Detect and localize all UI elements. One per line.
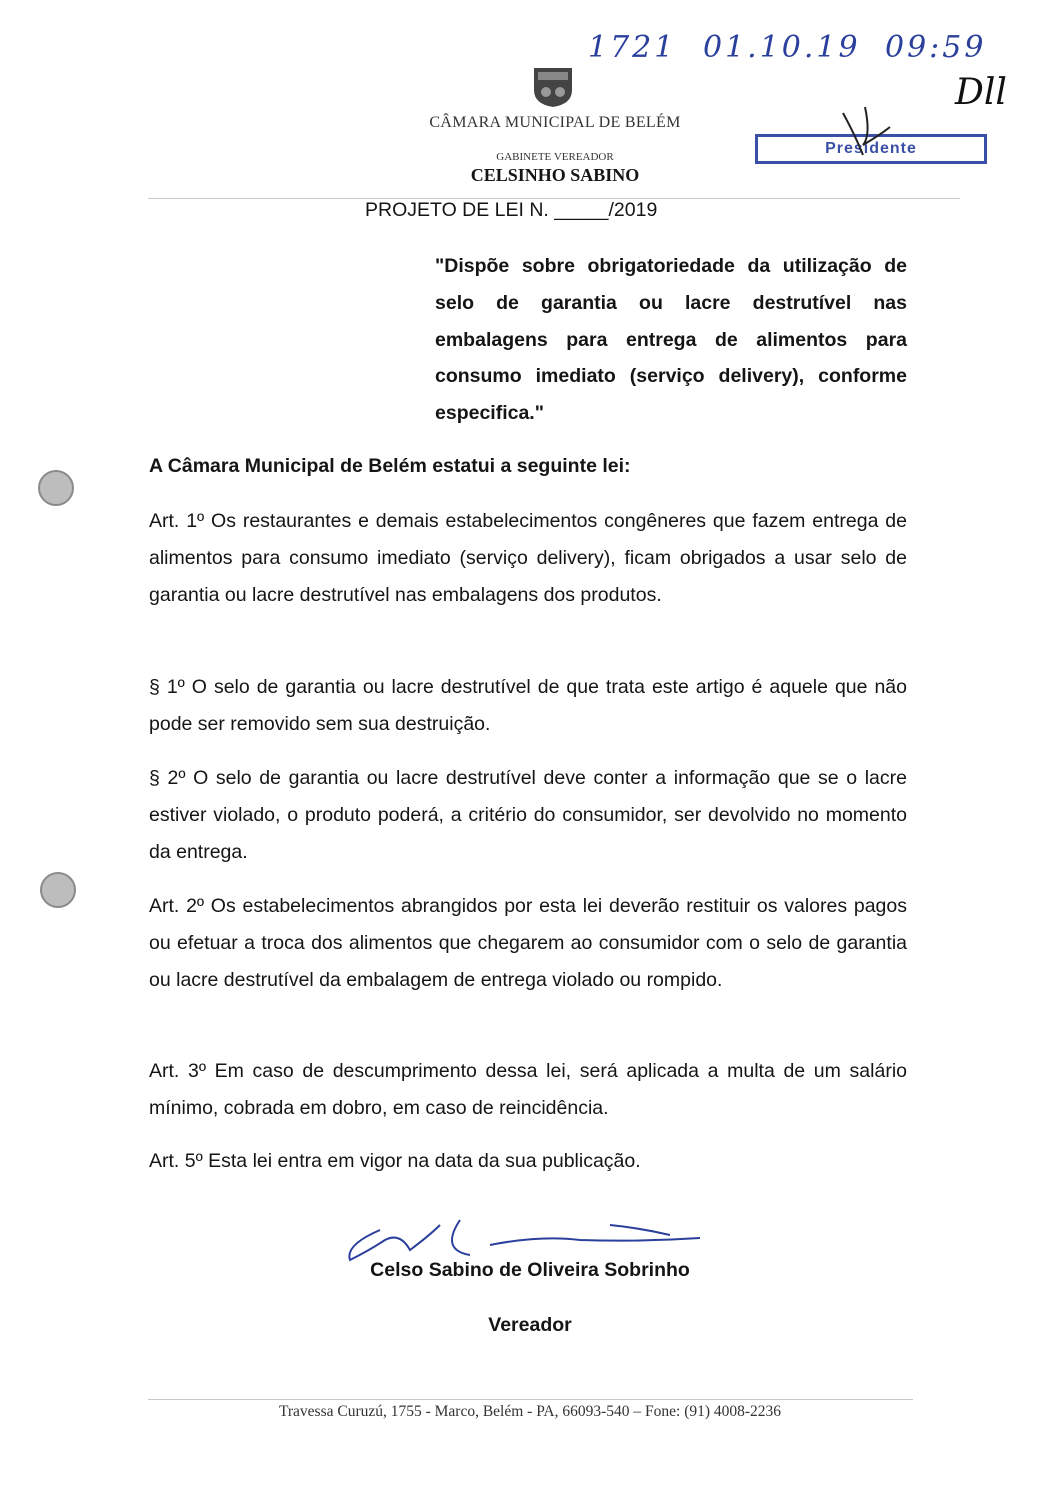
handwritten-protocol-number: 1721 — [588, 30, 677, 65]
councilor-name: CELSINHO SABINO — [470, 165, 640, 185]
punch-hole — [38, 470, 74, 506]
bill-summary: "Dispõe sobre obrigatoriedade da utilização de selo de garantia ou lacre destrutível nas embalagens para entrega de alimentos para consumo imediato (serviço delivery), conforme especifica." — [435, 255, 907, 425]
handwritten-date: 01.10.19 — [703, 30, 861, 65]
article-3: Art. 3º Em caso de descumprimento dessa lei, será aplicada a multa de um salário mínimo, cobrada em dobro, em caso de reincidência. — [149, 1060, 907, 1119]
signatory-name: Celso Sabino de Oliveira Sobrinho — [370, 1259, 690, 1281]
stamp-label: Presidente — [825, 140, 917, 157]
coat-of-arms-icon — [530, 62, 576, 113]
article-2: Art. 2º Os estabelecimentos abrangidos por esta lei deverão restituir os valores pagos ou efetuar a troca dos alimentos que chegarem ao consumidor com o selo de garantia ou lacre destrutível da embalagem de entrega violado ou rompido. — [149, 895, 907, 991]
article-1-paragraph-2: § 2º O selo de garantia ou lacre destrutível deve conter a informação que se o lacre estiver violado, o produto poderá, a critério do consumidor, ser devolvido no momento da entrega. — [149, 767, 907, 863]
bill-title: PROJETO DE LEI N. _____/2019 — [365, 199, 658, 221]
office-name: GABINETE VEREADOR — [496, 151, 614, 163]
signatory-role: Vereador — [488, 1314, 572, 1336]
stamp-signature-icon — [835, 105, 905, 160]
footer-divider — [148, 1399, 913, 1400]
handwritten-initials: Dll — [955, 72, 1007, 113]
article-1: Art. 1º Os restaurantes e demais estabelecimentos congêneres que fazem entrega de alimentos para consumo imediato (serviço delivery), ficam obrigados a usar selo de garantia ou lacre destrutível nas embalagens dos produtos. — [149, 510, 907, 606]
punch-hole — [40, 872, 76, 908]
footer-address: Travessa Curuzú, 1755 - Marco, Belém - PA, 66093-540 – Fone: (91) 4008-2236 — [278, 1403, 782, 1420]
handwritten-time: 09:59 — [885, 30, 987, 65]
article-1-paragraph-1: § 1º O selo de garantia ou lacre destrutível de que trata este artigo é aquele que não pode ser removido sem sua destruição. — [149, 676, 907, 735]
institution-name: CÂMARA MUNICIPAL DE BELÉM — [429, 114, 681, 131]
article-5: Art. 5º Esta lei entra em vigor na data da sua publicação. — [149, 1150, 641, 1172]
enactment-clause: A Câmara Municipal de Belém estatui a seguinte lei: — [149, 455, 631, 477]
